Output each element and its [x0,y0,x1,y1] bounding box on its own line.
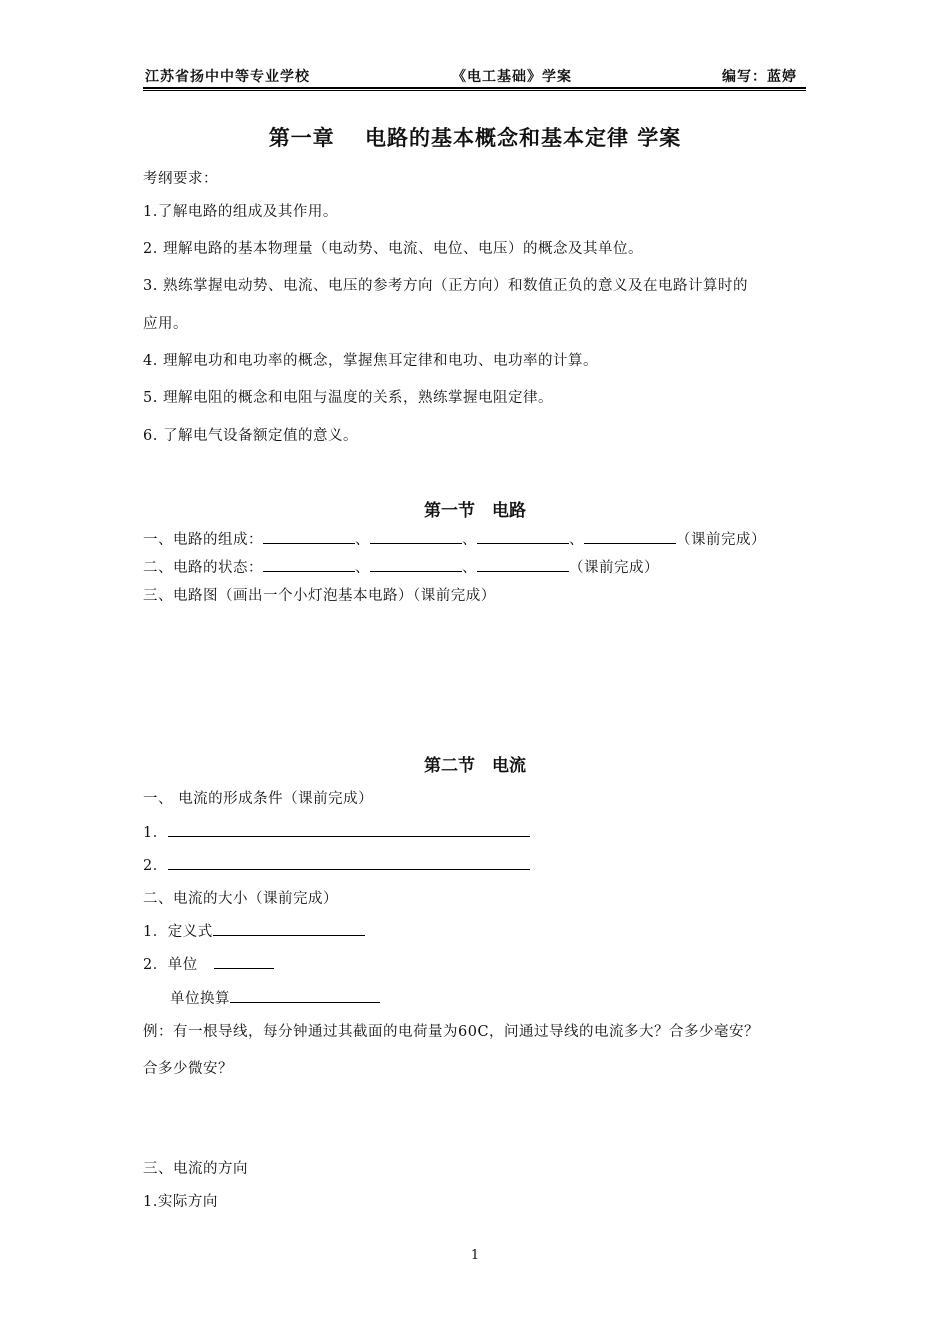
answer-blank[interactable] [214,956,274,969]
header-course: 《电工基础》学案 [452,69,572,85]
current-size-heading: 二、电流的大小（课前完成） [143,891,338,907]
answer-blank[interactable] [584,531,676,544]
answer-blank[interactable] [263,559,355,572]
answer-blank[interactable] [477,559,569,572]
answer-blank[interactable] [168,824,530,837]
answer-blank[interactable] [213,923,365,936]
header-rule [143,87,806,89]
requirement-item: 5. 理解电阻的概念和电阻与温度的关系，熟练掌握电阻定律。 [143,390,553,406]
answer-blank[interactable] [370,559,462,572]
separator: 、 [355,560,370,576]
separator: 、 [462,532,477,548]
answer-blank[interactable] [263,531,355,544]
requirement-item: 6. 了解电气设备额定值的意义。 [143,428,358,444]
requirement-item-cont: 应用。 [143,316,188,332]
separator: 、 [355,532,370,548]
answer-blank[interactable] [370,531,462,544]
separator: 、 [462,560,477,576]
condition-line-1: 1． [143,821,530,842]
condition-line-2: 2． [143,854,530,875]
example-line-2: 合多少微安？ [143,1061,233,1077]
section1-heading: 第一节 电路 [424,501,526,521]
unit-conversion-line: 单位换算 [170,987,380,1008]
chapter-title: 第一章 电路的基本概念和基本定律 学案 [268,125,682,150]
header-rule-thin [143,90,806,91]
unit-line: 2．单位 [143,953,274,974]
current-direction-heading: 三、电流的方向 [143,1161,248,1177]
page-number: 1 [470,1248,480,1263]
composition-label: 一、电路的组成： [143,532,263,548]
answer-blank[interactable] [477,531,569,544]
requirement-item: 4. 理解电功和电功率的概念，掌握焦耳定律和电功、电功率的计算。 [143,353,598,369]
requirements-heading: 考纲要求： [143,171,218,187]
example-line-1: 例：有一根导线，每分钟通过其截面的电荷量为60C，问通过导线的电流多大？合多少毫安？ [143,1024,760,1040]
answer-blank[interactable] [168,857,530,870]
header-school: 江苏省扬中中等专业学校 [145,69,310,85]
requirement-item: 2. 理解电路的基本物理量（电动势、电流、电位、电压）的概念及其单位。 [143,241,643,257]
requirement-item: 1.了解电路的组成及其作用。 [143,204,338,220]
state-label: 二、电路的状态： [143,560,263,576]
requirement-item: 3. 熟练掌握电动势、电流、电压的参考方向（正方向）和数值正负的意义及在电路计算时的 [143,278,748,294]
section2-heading: 第二节 电流 [424,756,526,776]
circuit-state-line [143,556,659,577]
circuit-composition-line [143,528,766,549]
formation-heading: 一、 电流的形成条件（课前完成） [143,791,374,807]
header-author: 编写：蓝婷 [722,69,797,85]
separator: 、 [569,532,584,548]
before-class-note: （课前完成） [676,532,766,548]
actual-direction-item: 1.实际方向 [143,1194,218,1210]
answer-blank[interactable] [230,990,380,1003]
before-class-note: （课前完成） [569,560,659,576]
definition-line: 1．定义式 [143,920,365,941]
circuit-diagram-prompt: 三、电路图（画出一个小灯泡基本电路）（课前完成） [143,588,496,604]
